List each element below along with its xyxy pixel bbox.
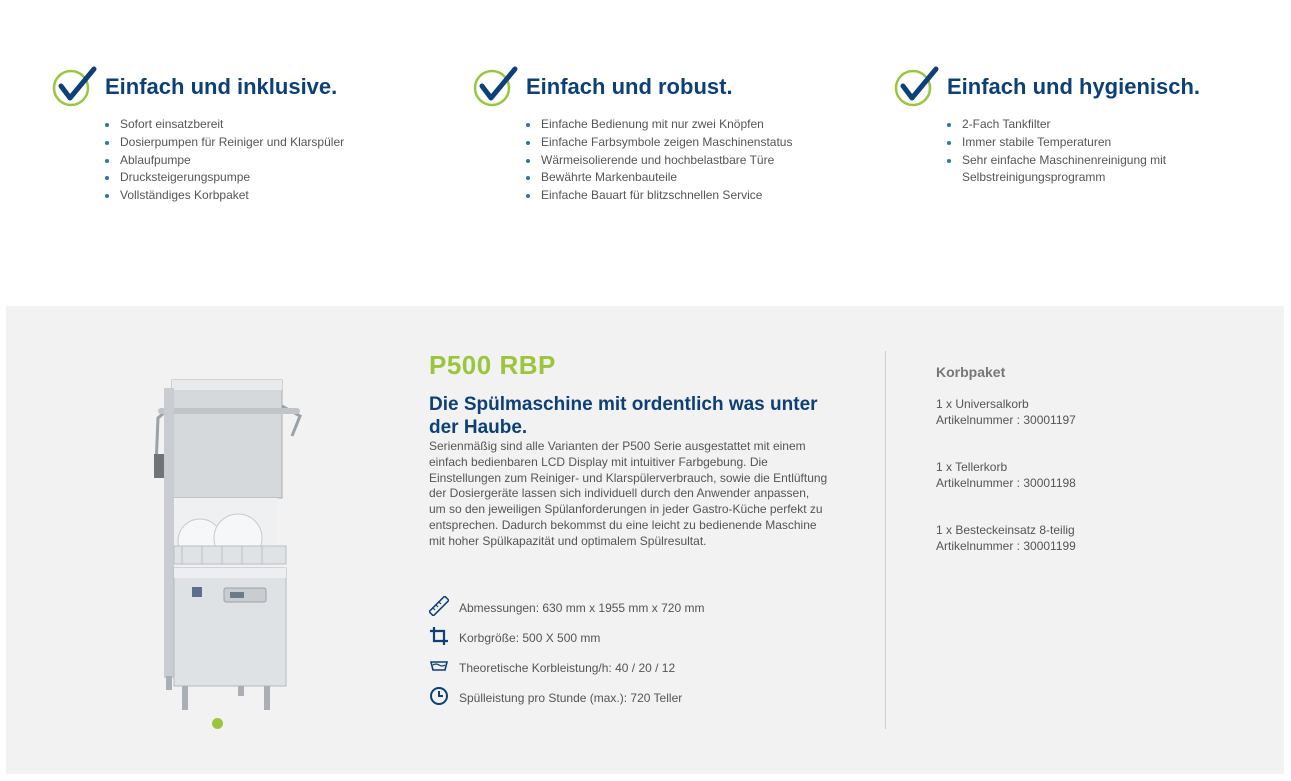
- divider: [885, 351, 886, 729]
- ruler-icon: [429, 596, 449, 616]
- spec-basket-performance: [429, 656, 849, 686]
- product-description: Serienmäßig sind alle Varianten der P500 Serie ausgestattet mit einem einfach bedienbaren LCD Display mit intuitiver Farbgebung. Die Einstellungen zum Reiniger- und Klarspülerverbrauch, sowie die Entlüftung der Dosiergeräte lassen sich individuell durch den Anwender anpassen, um so den jeweiligen Spülanforderungen in jeder Gastro-Küche perfekt zu entsprechen. Dadurch bekommst du eine leicht zu bedienende Maschine mit hoher Spülkapazität und optimalem Spülresultat.: [429, 439, 828, 548]
- dishwasher-image: [152, 376, 308, 721]
- feature-list: [521, 116, 841, 205]
- list-item: Drucksteigerungspumpe: [120, 169, 420, 187]
- checkmark-icon: [52, 66, 98, 108]
- feature-title: Einfach und robust.: [526, 74, 733, 99]
- feature-title: Einfach und inklusive.: [105, 74, 338, 99]
- list-item: Vollständiges Korbpaket: [120, 187, 420, 205]
- feature-list: [942, 116, 1192, 187]
- list-item: 2-Fach Tankfilter: [962, 116, 1192, 134]
- spec-list: [429, 596, 849, 716]
- feature-list: [100, 116, 420, 205]
- list-item: Immer stabile Temperaturen: [962, 134, 1192, 152]
- product-info: [429, 350, 839, 550]
- product-section: [6, 306, 1284, 774]
- korbpaket-item: [936, 459, 1076, 491]
- clock-icon: [429, 686, 449, 706]
- list-item: Einfache Farbsymbole zeigen Maschinenstatus: [541, 134, 841, 152]
- list-item: Bewährte Markenbauteile: [541, 169, 841, 187]
- list-item: Einfache Bauart für blitzschnellen Service: [541, 187, 841, 205]
- spec-basket-size: [429, 626, 849, 656]
- spec-text: Abmessungen: 630 mm x 1955 mm x 720 mm: [459, 601, 705, 615]
- korbpaket-item-article: Artikelnummer : 30001197: [936, 413, 1076, 427]
- product-model: P500 RBP: [429, 350, 556, 380]
- list-item: Einfache Bedienung mit nur zwei Knöpfen: [541, 116, 841, 134]
- spec-text: Korbgröße: 500 X 500 mm: [459, 631, 601, 645]
- checkmark-icon: [894, 66, 940, 108]
- basket-icon: [429, 656, 449, 676]
- korbpaket-item-article: Artikelnummer : 30001199: [936, 539, 1076, 553]
- korbpaket-item: [936, 522, 1076, 554]
- korbpaket-item: [936, 396, 1076, 428]
- korbpaket-title: Korbpaket: [936, 364, 1006, 380]
- spec-text: Theoretische Korbleistung/h: 40 / 20 / 12: [459, 661, 676, 675]
- korbpaket-item-name: 1 x Universalkorb: [936, 397, 1029, 411]
- list-item: Dosierpumpen für Reiniger und Klarspüler: [120, 134, 420, 152]
- features-section: [0, 0, 1291, 300]
- korbpaket-item-name: 1 x Tellerkorb: [936, 460, 1008, 474]
- korbpaket: [936, 364, 1236, 553]
- list-item: Ablaufpumpe: [120, 152, 420, 170]
- crop-icon: [429, 626, 449, 646]
- checkmark-icon: [473, 66, 519, 108]
- product-headline: Die Spülmaschine mit ordentlich was unter der Haube.: [429, 394, 818, 438]
- list-item: Wärmeisolierende und hochbelastbare Türe: [541, 152, 841, 170]
- carousel-dot[interactable]: [212, 718, 223, 729]
- spec-rinse-performance: [429, 686, 849, 716]
- korbpaket-item-article: Artikelnummer : 30001198: [936, 476, 1076, 490]
- korbpaket-item-name: 1 x Besteckeinsatz 8-teilig: [936, 523, 1075, 537]
- spec-text: Spülleistung pro Stunde (max.): 720 Teller: [459, 691, 683, 705]
- list-item: Sehr einfache Maschinenreinigung mit Selbstreinigungsprogramm: [962, 152, 1192, 188]
- spec-dimensions: [429, 596, 849, 626]
- feature-title: Einfach und hygienisch.: [947, 74, 1201, 99]
- list-item: Sofort einsatzbereit: [120, 116, 420, 134]
